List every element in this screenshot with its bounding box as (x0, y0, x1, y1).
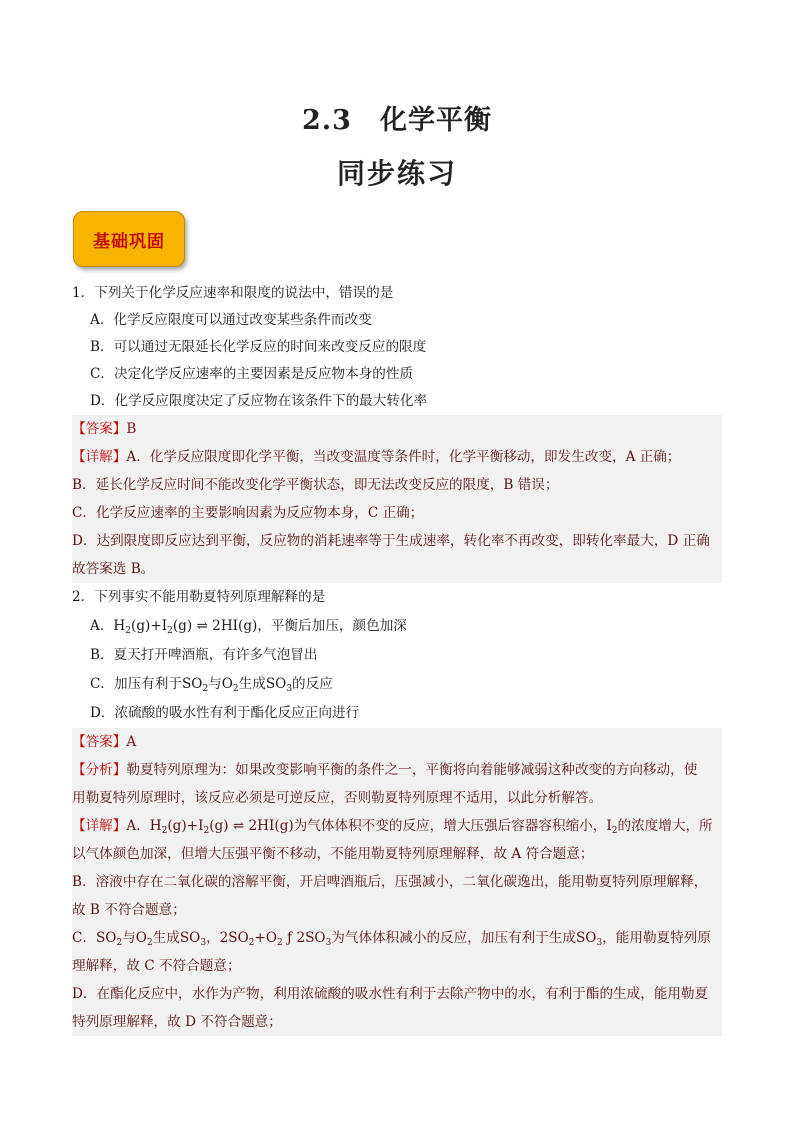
question-1-option-c: C．决定化学反应速率的主要因素是反应物本身的性质 (90, 366, 414, 382)
question-1-option-a: A．化学反应限度可以通过改变某些条件而改变 (90, 312, 372, 328)
page-subtitle: 同步练习 (336, 157, 457, 190)
question-2-detail-d-cont: 特列原理解释，故 D 不符合题意； (72, 1014, 282, 1030)
answer-value: B (126, 421, 137, 437)
question-2-detail-d: D．在酯化反应中，水作为产物，利用浓硫酸的吸水性有利于去除产物中的水，有利于酯的生成，能用勒夏 (72, 986, 709, 1002)
question-2-detail-b: B．溶液中存在二氧化碳的溶解平衡，开启啤酒瓶后，压强减小，二氧化碳逸出，能用勒夏特列原理解释， (72, 874, 708, 890)
analysis-tag: 【分析】 (72, 762, 127, 778)
exercise-content (72, 280, 722, 1036)
question-2-stem: 2．下列事实不能用勒夏特列原理解释的是 (72, 589, 326, 605)
question-2-detail-a-cont: 以气体颜色加深，但增大压强平衡不移动，不能用勒夏特列原理解释，故 A 符合题意； (72, 846, 594, 862)
answer-value: A (126, 734, 137, 750)
question-2-option-c: C．加压有利于$SO_2$与$O_2$生成$SO_3$的反应 (90, 676, 333, 694)
section-number: 2.3 (302, 105, 352, 136)
question-2-solution (72, 728, 722, 1036)
question-2-detail-a: 【详解】A．$H_2(g)+I_2(g)$ ⇌ 2HI(g)为气体体积不变的反应，增大压强后容器容积缩小，$I_2$的浓度增大，所 (72, 818, 713, 836)
question-1-answer (72, 415, 722, 443)
question-1-conclusion: 故答案选 B。 (72, 561, 155, 577)
section-title: 化学平衡 (379, 105, 492, 136)
question-1-stem: 1．下列关于化学反应速率和限度的说法中，错误的是 (72, 285, 394, 301)
question-1-option-d: D．化学反应限度决定了反应物在该条件下的最大转化率 (90, 393, 428, 409)
answer-tag: 【答案】 (72, 421, 127, 437)
question-2-option-a: A．$H_2(g)+I_2(g)$ ⇌ 2HI(g)，平衡后加压，颜色加深 (90, 618, 407, 636)
question-2-detail-c-cont: 理解释，故 C 不符合题意； (72, 958, 241, 974)
question-1-detail-d: D．达到限度即反应达到平衡，反应物的消耗速率等于生成速率，转化率不再改变，即转化率最大，D 正确 (72, 533, 710, 549)
question-2-detail-b-cont: 故 B 不符合题意； (72, 902, 186, 918)
question-2-answer (72, 728, 722, 756)
question-1-solution (72, 415, 722, 583)
answer-tag: 【答案】 (72, 734, 127, 750)
page-title (0, 98, 794, 137)
detail-tag: 【详解】 (72, 449, 127, 465)
question-1-detail-c: C．化学反应速率的主要影响因素为反应物本身，C 正确； (72, 505, 424, 521)
question-2-analysis-cont: 用勒夏特列原理时，该反应必须是可逆反应，否则勒夏特列原理不适用，以此分析解答。 (72, 790, 603, 806)
question-2-detail-c: C．$SO_2$与$O_2$生成$SO_3$，$2SO_2+O_2$ ƒ $2SO_3$为气体体积减小的反应，加压有利于生成$SO_3$，能用勒夏特列原 (72, 930, 711, 948)
question-2-option-b: B．夏天打开啤酒瓶，有许多气泡冒出 (90, 647, 318, 663)
section-badge: 基础巩固 (73, 211, 185, 267)
question-2-option-d: D．浓硫酸的吸水性有利于酯化反应正向进行 (90, 705, 360, 721)
question-1-detail-b: B．延长化学反应时间不能改变化学平衡状态，即无法改变反应的限度，B 错误； (72, 477, 559, 493)
question-2-analysis: 【分析】勒夏特列原理为：如果改变影响平衡的条件之一，平衡将向着能够减弱这种改变的方向移动，使 (72, 762, 698, 778)
question-1-detail-a: 【详解】A．化学反应限度即化学平衡，当改变温度等条件时，化学平衡移动，即发生改变，A 正确； (72, 449, 681, 465)
detail-tag: 【详解】 (72, 818, 127, 834)
question-1-option-b: B．可以通过无限延长化学反应的时间来改变反应的限度 (90, 339, 427, 355)
